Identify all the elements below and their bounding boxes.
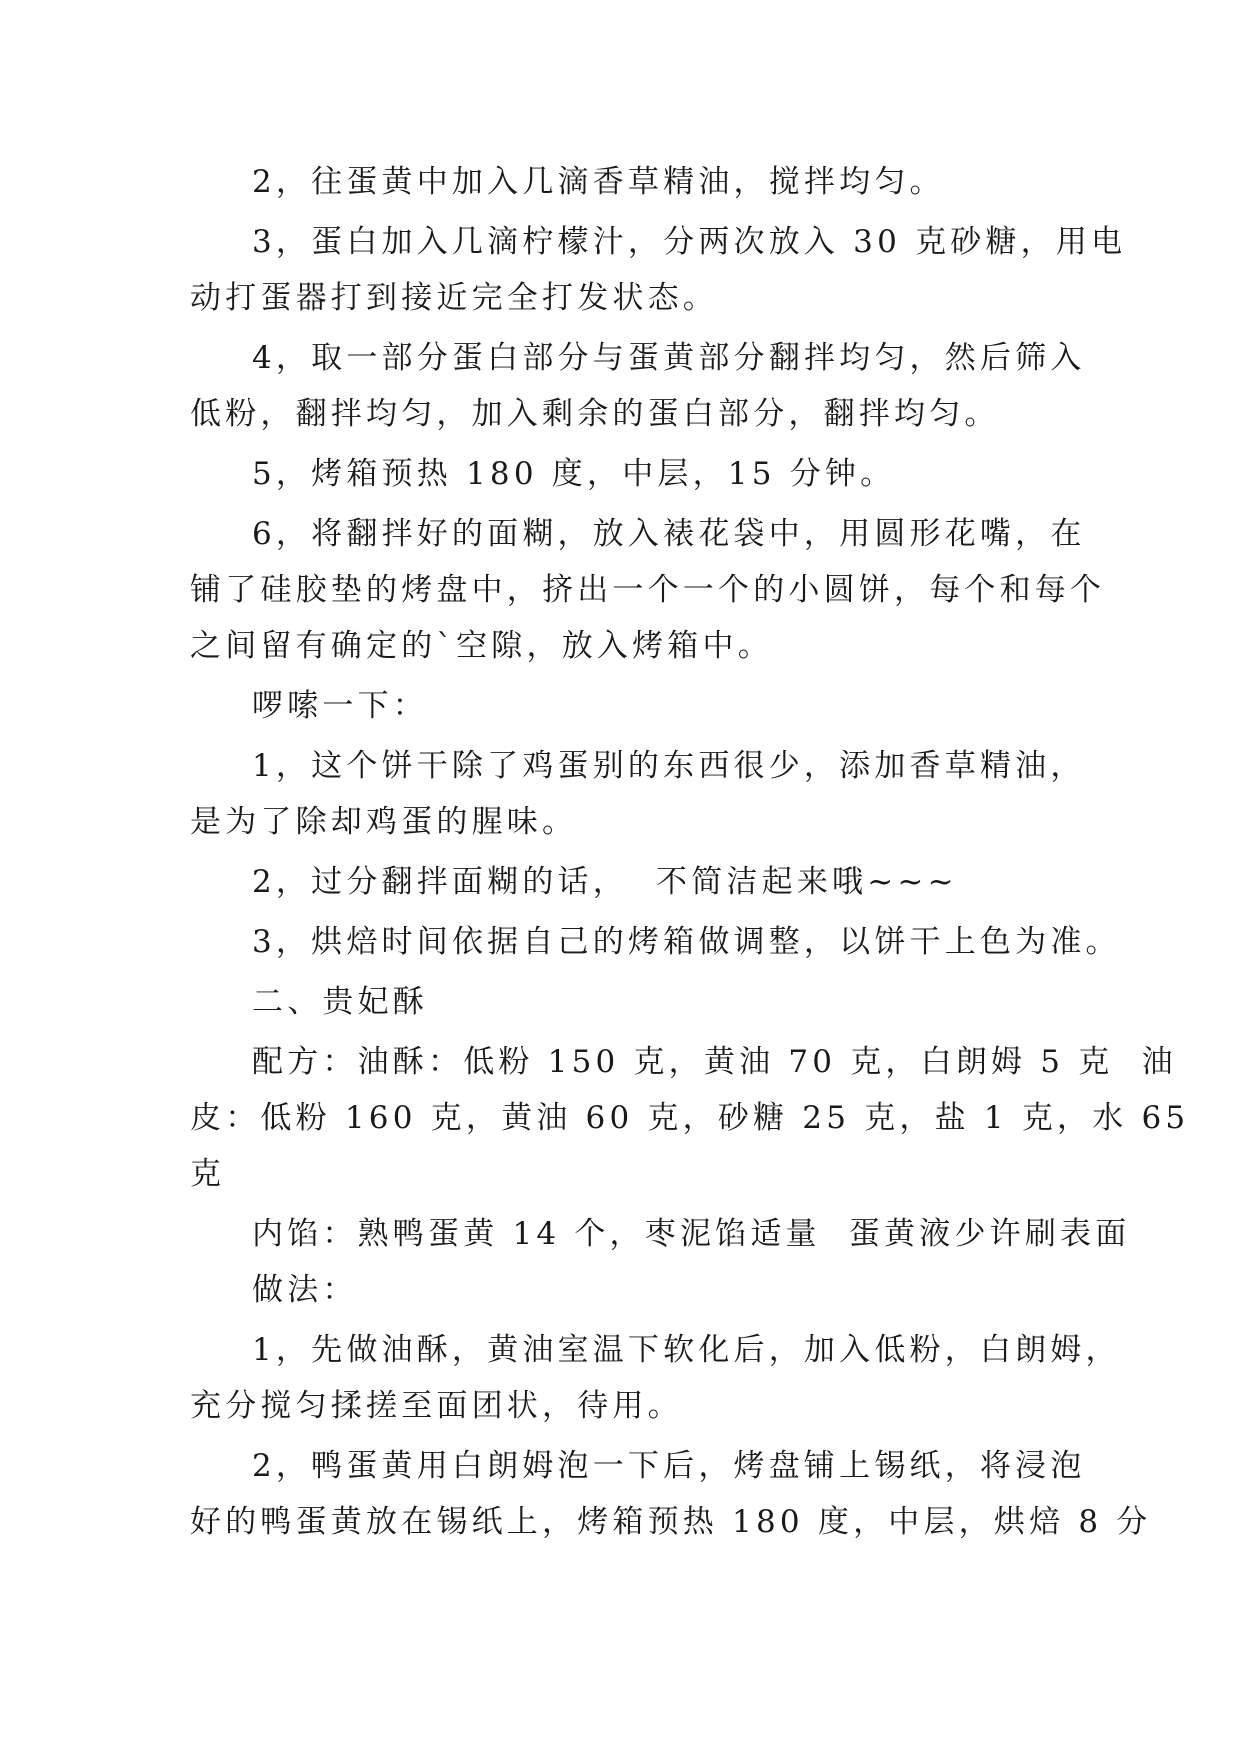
text-line: 做法：	[252, 1272, 358, 1308]
section-heading: 二、贵妃酥	[252, 984, 428, 1020]
text-line: 2，过分翻拌面糊的话， 不简洁起来哦~~~	[252, 864, 958, 900]
text-line: 2，往蛋黄中加入几滴香草精油，搅拌均匀。	[252, 164, 945, 200]
text-line: 充分搅匀揉搓至面团状，待用。	[190, 1388, 683, 1424]
text-line: 配方：油酥：低粉 150 克，黄油 70 克，白朗姆 5 克 油	[252, 1044, 1177, 1080]
text-line: 是为了除却鸡蛋的腥味。	[190, 804, 578, 840]
text-line: 铺了硅胶垫的烤盘中，挤出一个一个的小圆饼，每个和每个	[190, 572, 1106, 608]
text-line: 好的鸭蛋黄放在锡纸上，烤箱预热 180 度，中层，烘焙 8 分	[190, 1504, 1152, 1540]
text-line: 1，先做油酥，黄油室温下软化后，加入低粉，白朗姆，	[252, 1332, 1121, 1368]
text-line: 低粉，翻拌均匀，加入剩余的蛋白部分，翻拌均匀。	[190, 396, 1000, 432]
text-line: 动打蛋器打到接近完全打发状态。	[190, 280, 718, 316]
text-line: 克	[190, 1156, 226, 1192]
text-line: 1，这个饼干除了鸡蛋别的东西很少，添加香草精油，	[252, 748, 1086, 784]
text-line: 啰嗦一下：	[252, 688, 428, 724]
text-line: 皮：低粉 160 克，黄油 60 克，砂糖 25 克，盐 1 克，水 65	[190, 1100, 1190, 1136]
text-line: 4，取一部分蛋白部分与蛋黄部分翻拌均匀，然后筛入	[252, 340, 1086, 376]
text-line: 3，蛋白加入几滴柠檬汁，分两次放入 30 克砂糖，用电	[252, 224, 1127, 260]
text-line: 内馅：熟鸭蛋黄 14 个，枣泥馅适量 蛋黄液少许刷表面	[252, 1216, 1131, 1252]
text-line: 之间留有确定的`空隙，放入烤箱中。	[190, 628, 773, 664]
text-line: 5，烤箱预热 180 度，中层，15 分钟。	[252, 456, 896, 492]
text-line: 3，烘焙时间依据自己的烤箱做调整，以饼干上色为准。	[252, 924, 1121, 960]
text-line: 6，将翻拌好的面糊，放入裱花袋中，用圆形花嘴，在	[252, 516, 1086, 552]
text-line: 2，鸭蛋黄用白朗姆泡一下后，烤盘铺上锡纸，将浸泡	[252, 1448, 1086, 1484]
